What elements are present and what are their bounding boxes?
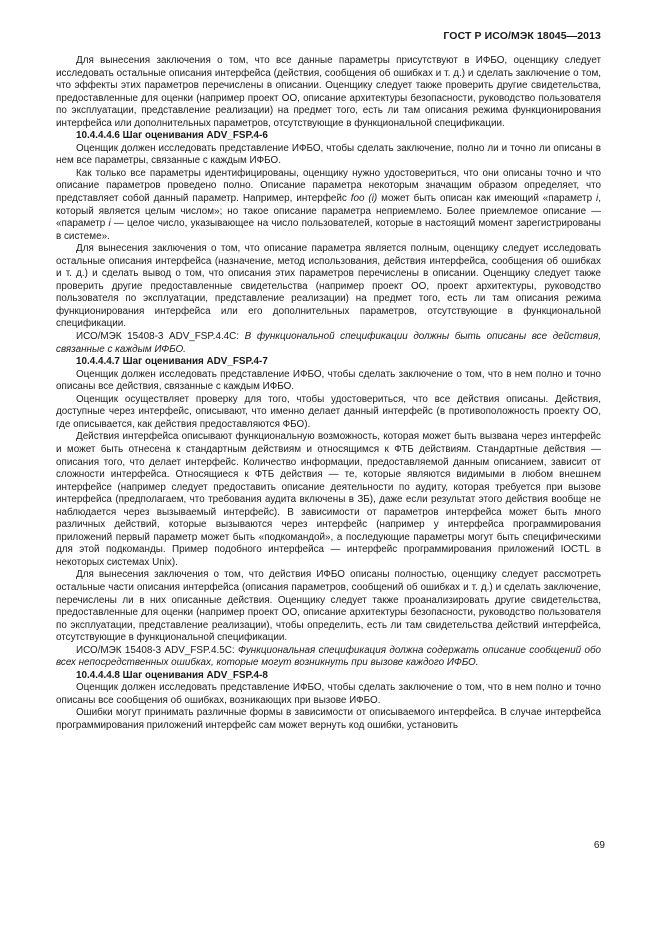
text-run: , который является целым числом»; но такое описание параметра неприемлемо. Более приемлемое описание — «параметр <box>56 193 601 230</box>
section-heading: 10.4.4.4.7 Шаг оценивания ADV_FSP.4-7 <box>76 356 268 368</box>
italic-text: i <box>108 218 111 230</box>
paragraph: Для вынесения заключения о том, что описание параметра является полным, оценщику следует исследовать остальные описания интерфейса (назначение, метод использования, действия интерфейса, сообщения об ошибках и т. д.) и сделать вывод о том, что описания этих параметров перечислены в описании. Оценщику следует также проверить другие предоставленные свидетельства (например проект ОО, проект архитектуры, руководство пользователя по эксплуатации, представление реализации) на предмет того, есть ли там описания режима функционирования интерфейса или его дополнительных параметров, отсутствующие в функциональной спецификации. <box>56 243 601 330</box>
document-page <box>56 30 601 910</box>
paragraph <box>56 168 601 243</box>
text-run: может быть описан как имеющий «параметр <box>377 193 597 205</box>
paragraph: Для вынесения заключения о том, что действия ИФБО описаны полностью, оценщику следует рассмотреть остальные части описания интерфейса (описания параметров, сообщений об ошибках и т. д.) и сделать заключение, перечислены ли в них описанные действия. Оценщику следует также проанализировать другие свидетельства, предоставленные для оценки (например проект ОО, описание архитектуры безопасности, руководство пользователя по эксплуатации, представление реализации), чтобы определить, есть ли там свидетельства действий интерфейса, отсутствующие в функциональной спецификации. <box>56 569 601 644</box>
paragraph: Оценщик осуществляет проверку для того, чтобы удостовериться, что все действия описаны. Действия, доступные через интерфейс, описывают, что именно делает данный интерфейс (в противоположность проекту ОО, где описывается, как действия предоставляются ФБО). <box>56 393 601 430</box>
paragraph: Ошибки могут принимать различные формы в зависимости от описываемого интерфейса. В случае интерфейса программирования приложений интерфейс сам может вернуть код ошибки, установить <box>56 707 601 731</box>
standard-header: ГОСТ Р ИСО/МЭК 18045—2013 <box>443 30 601 42</box>
standard-reference <box>56 331 601 356</box>
standard-reference <box>56 645 601 670</box>
reference-code: ИСО/МЭК 15408-3 ADV_FSP.4.4C: <box>76 331 245 343</box>
paragraph: Оценщик должен исследовать представление ИФБО, чтобы сделать заключение, полно ли и точно ли описаны в нем все параметры, связанные с каждым ИФБО. <box>56 142 601 167</box>
paragraph: Оценщик должен исследовать представление ИФБО, чтобы сделать заключение о том, что в нем полно и точно описаны все сообщения об ошибках, возникающих при вызове ИФБО. <box>56 682 601 706</box>
italic-text: i <box>596 193 599 205</box>
paragraph: Действия интерфейса описывают функциональную возможность, которая может быть вызвана через интерфейс и может быть отнесена к стандартным действиям и относящимся к ФТБ действиям. Стандартные действия — описания того, что делает интерфейс. Количество информации, предоставляемой данным описанием, зависит от сложности интерфейса. Относящиеся к ФТБ действия — те, которые являются видимыми в любом внешнем интерфейсе (например следует предоставить описание деятельности по аудиту, которая требуется при вызове интерфейса (предполагаем, что требования аудита включены в ЗБ), даже если результат этого действия вообще не наблюдается через вызываемый интерфейс). В зависимости от параметров интерфейса может быть много различных действий, которые вызываются через интерфейс (например у интерфейса программирования приложений первый параметр может быть «подкомандой», а последующие параметры могут быть специфическими для этой подкоманды. Пример подобного интерфейса — интерфейс программирования приложений IOCTL в некоторых системах Unix). <box>56 431 601 568</box>
text-run: — целое число, указывающее на число пользователей, которые в настоящий момент зарегистрированы в системе». <box>56 218 602 242</box>
italic-text: foo (i) <box>350 193 378 205</box>
reference-code: ИСО/МЭК 15408-3 ADV_FSP.4.5C: <box>76 644 238 656</box>
reference-text: Функциональная спецификация должна содержать описание сообщений обо всех непосредственных ошибках, которые могут возникнуть при вызове каждого ИФБО. <box>56 644 601 669</box>
section-heading: 10.4.4.4.8 Шаг оценивания ADV_FSP.4-8 <box>76 669 268 681</box>
reference-text: В функциональной спецификации должны быть описаны все действия, связанные с каждым ИФБО. <box>56 331 601 355</box>
paragraph: Для вынесения заключения о том, что все данные параметры присутствуют в ИФБО, оценщику следует исследовать остальные описания интерфейса (действия, сообщения об ошибках и т. д.) и сделать заключение о том, что эффекты этих параметров перечислены в описании. Оценщику следует также проверить другие свидетельства, предоставленные для оценки (например проект ОО, описание архитектуры безопасности, руководство пользователя по эксплуатации, представление реализации) на предмет того, есть ли там описания режима функционирования интерфейса или дополнительных параметров, отсутствующие в функциональной спецификации. <box>56 55 601 129</box>
text-run: Как только все параметры идентифицированы, оценщику нужно удостовериться, что они описаны точно и что описание параметров проведено полно. Описание параметра некоторым значащим образом определяет, что представляет собой данный параметр. Например, интерфейс <box>56 167 601 205</box>
section-heading: 10.4.4.4.6 Шаг оценивания ADV_FSP.4-6 <box>76 130 268 142</box>
paragraph: Оценщик должен исследовать представление ИФБО, чтобы сделать заключение о том, что в нем полно и точно описаны все действия, связанные с каждым ИФБО. <box>56 368 601 393</box>
page-number: 69 <box>593 840 605 851</box>
